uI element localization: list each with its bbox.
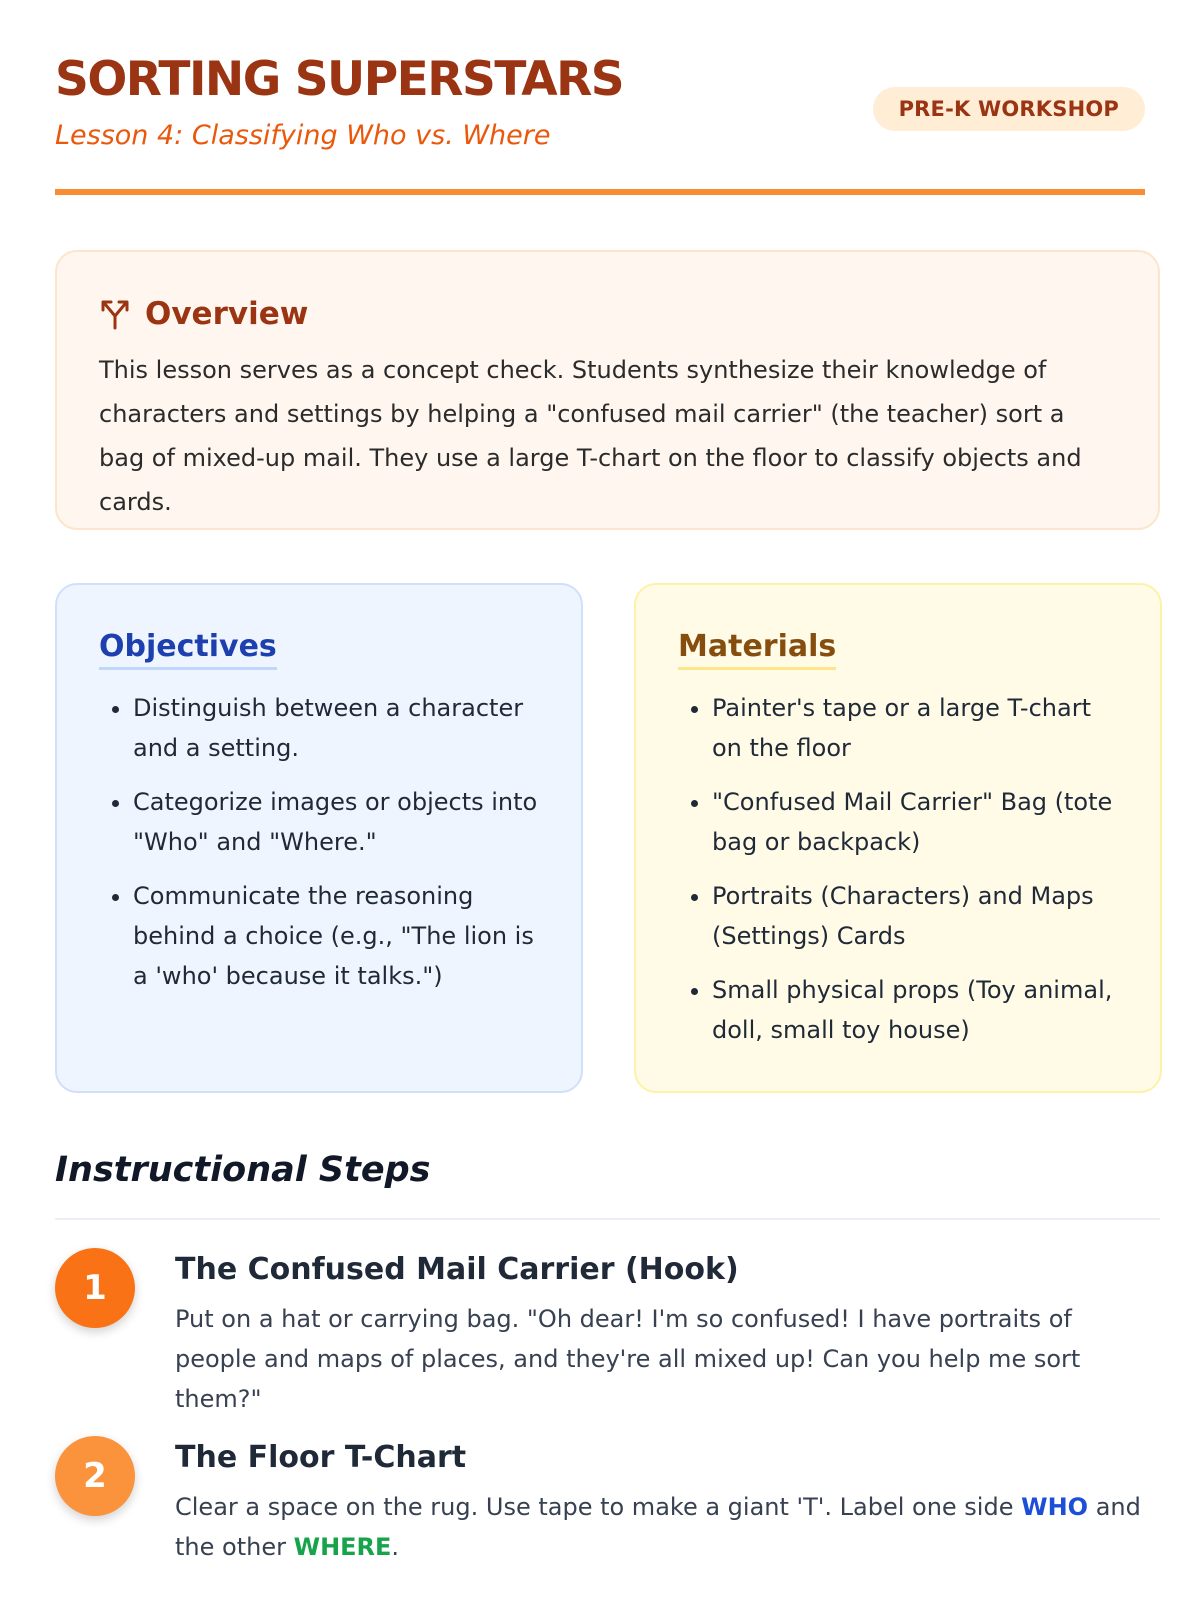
objective-item: • Communicate the reasoning behind a choice (e.g., "The lion is a 'who' because it talks.") [133, 876, 541, 996]
material-item: • Painter's tape or a large T-chart on the floor [712, 688, 1120, 768]
page-header [55, 0, 1145, 195]
where-label: WHERE [293, 1533, 392, 1561]
step-body [175, 1436, 1160, 1567]
workshop-badge: PRE-K WORKSHOP [873, 87, 1145, 131]
steps-divider [55, 1218, 1160, 1220]
step-text-part: Clear a space on the rug. Use tape to make a giant 'T'. Label one side [175, 1493, 1022, 1521]
overview-header [99, 296, 1116, 332]
objective-item: • Distinguish between a character and a setting. [133, 688, 541, 768]
overview-title: Overview [145, 296, 309, 332]
page-title: SORTING SUPERSTARS [55, 52, 624, 107]
step-number-badge: 1 [55, 1248, 135, 1328]
step-title: The Floor T-Chart [175, 1440, 467, 1475]
objectives-list [99, 688, 541, 996]
step-text: Put on a hat or carrying bag. "Oh dear! I'm so confused! I have portraits of people and maps of places, and they're all mixed up! Can you help me sort them?" [175, 1305, 1081, 1413]
materials-title: Materials [678, 629, 836, 670]
overview-card [55, 250, 1160, 530]
overview-text: This lesson serves as a concept check. Students synthesize their knowledge of characters and settings by helping a "confused mail carrier" (the teacher) sort a bag of mixed-up mail. They use a large T-chart on the floor to classify objects and cards. [99, 356, 1082, 516]
step-body [175, 1248, 1160, 1419]
objectives-card [55, 583, 583, 1093]
material-item: • "Confused Mail Carrier" Bag (tote bag or backpack) [712, 782, 1120, 862]
step-title: The Confused Mail Carrier (Hook) [175, 1252, 739, 1287]
steps-heading: Instructional Steps [55, 1150, 431, 1190]
objective-item: • Categorize images or objects into "Who" and "Where." [133, 782, 541, 862]
lesson-subtitle: Lesson 4: Classifying Who vs. Where [55, 120, 551, 151]
materials-card [634, 583, 1162, 1093]
step-text-part: . [391, 1533, 400, 1561]
step-text [175, 1487, 1160, 1567]
materials-list [678, 688, 1120, 1050]
step-text-part: and the other [175, 1493, 1141, 1561]
who-label: WHO [1021, 1493, 1089, 1521]
sort-arrows-icon [99, 298, 131, 330]
objectives-title: Objectives [99, 629, 277, 670]
material-item: • Small physical props (Toy animal, doll, small toy house) [712, 970, 1120, 1050]
material-item: • Portraits (Characters) and Maps (Settings) Cards [712, 876, 1120, 956]
step-number-badge: 2 [55, 1436, 135, 1516]
